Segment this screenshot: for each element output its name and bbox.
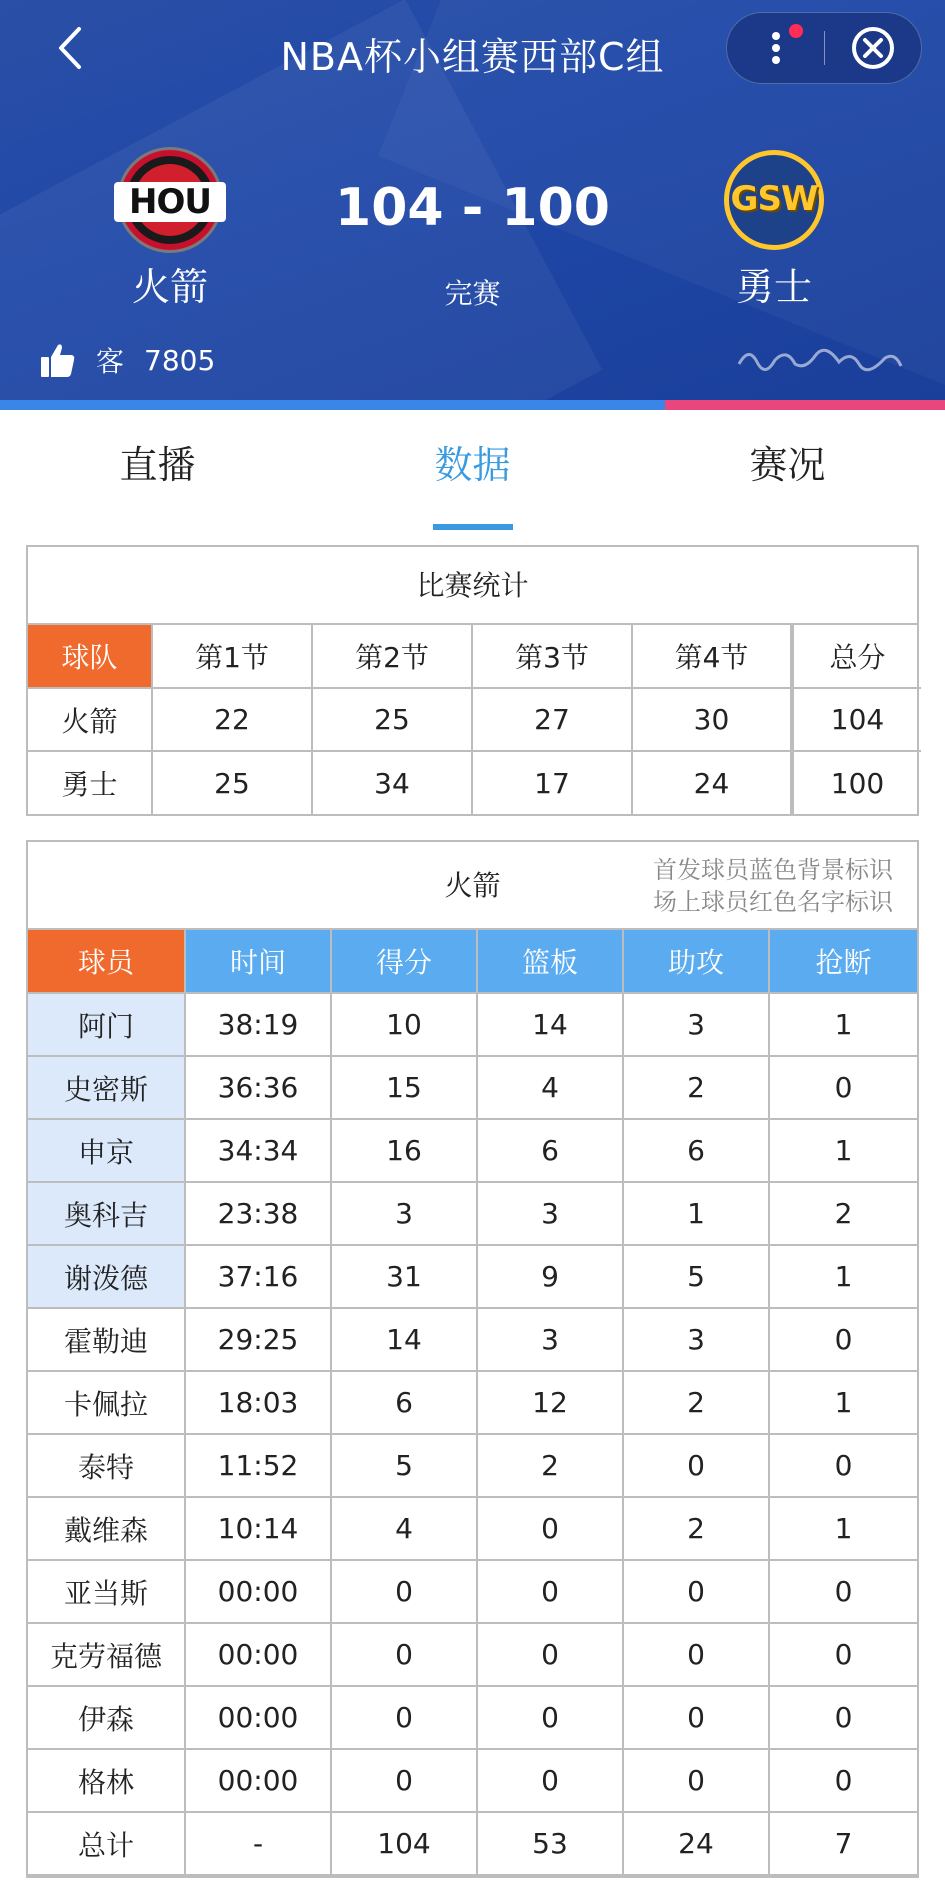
stat-cell: 00:00 xyxy=(185,1749,331,1812)
stat-cell: 0 xyxy=(331,1749,477,1812)
stat-cell: 2 xyxy=(623,1056,769,1119)
table-row xyxy=(28,1182,917,1245)
total-cell: 104 xyxy=(792,688,921,751)
player-name-cell[interactable]: 亚当斯 xyxy=(28,1560,185,1623)
stat-cell: 0 xyxy=(769,1749,917,1812)
stat-cell: 5 xyxy=(331,1434,477,1497)
player-name-cell[interactable]: 卡佩拉 xyxy=(28,1371,185,1434)
player-name-cell[interactable]: 阿门 xyxy=(28,993,185,1056)
tab-stats[interactable] xyxy=(315,410,630,530)
player-name-cell[interactable]: 戴维森 xyxy=(28,1497,185,1560)
stat-cell: 1 xyxy=(769,1497,917,1560)
stat-cell: 14 xyxy=(331,1308,477,1371)
stat-cell: 3 xyxy=(623,1308,769,1371)
final-score: 104 - 100 xyxy=(335,178,610,238)
stat-cell: 2 xyxy=(623,1371,769,1434)
stat-cell: 3 xyxy=(331,1182,477,1245)
stat-cell: 0 xyxy=(623,1560,769,1623)
stat-cell: 00:00 xyxy=(185,1623,331,1686)
tab-stats-label: 数据 xyxy=(434,443,511,487)
table-row xyxy=(28,993,917,1056)
stat-cell: 3 xyxy=(477,1182,623,1245)
stat-cell: 4 xyxy=(331,1497,477,1560)
stat-cell: 0 xyxy=(477,1560,623,1623)
stat-cell: 4 xyxy=(477,1056,623,1119)
column-header: 第4节 xyxy=(632,625,792,688)
stat-cell: 10:14 xyxy=(185,1497,331,1560)
stat-cell: 0 xyxy=(477,1623,623,1686)
stat-cell: 0 xyxy=(477,1749,623,1812)
stat-cell: 7 xyxy=(769,1812,917,1875)
more-button[interactable] xyxy=(727,12,824,84)
stat-cell: 0 xyxy=(623,1749,769,1812)
player-name-cell[interactable]: 谢泼德 xyxy=(28,1245,185,1308)
header-accent-bar xyxy=(0,400,945,410)
stat-cell: 1 xyxy=(769,1245,917,1308)
stat-cell: 0 xyxy=(769,1434,917,1497)
player-stats-header xyxy=(28,842,917,930)
player-name-cell[interactable]: 奥科吉 xyxy=(28,1182,185,1245)
warriors-logo xyxy=(724,150,824,250)
stat-cell: 24 xyxy=(623,1812,769,1875)
game-header xyxy=(0,0,945,410)
table-cell: 34 xyxy=(312,751,472,814)
stat-cell: 38:19 xyxy=(185,993,331,1056)
likes-label: 客 xyxy=(96,345,125,378)
table-row xyxy=(28,1749,917,1812)
column-header: 球队 xyxy=(28,625,152,688)
stat-cell: 0 xyxy=(623,1686,769,1749)
away-team-name: 勇士 xyxy=(735,265,812,309)
team-cell: 勇士 xyxy=(28,751,152,814)
legend-starters: 首发球员蓝色背景标识 xyxy=(653,856,893,884)
stat-cell: 0 xyxy=(477,1686,623,1749)
tab-bar xyxy=(0,410,945,530)
total-cell: 100 xyxy=(792,751,921,814)
active-tab-indicator xyxy=(433,524,513,530)
table-row xyxy=(28,1245,917,1308)
column-header: 时间 xyxy=(185,930,331,993)
stat-cell: 0 xyxy=(769,1560,917,1623)
stat-cell: 1 xyxy=(769,993,917,1056)
stat-cell: 2 xyxy=(477,1434,623,1497)
column-header: 得分 xyxy=(331,930,477,993)
table-cell: 24 xyxy=(632,751,792,814)
table-row xyxy=(28,1056,917,1119)
stat-cell: 0 xyxy=(769,1308,917,1371)
stat-cell: 1 xyxy=(769,1371,917,1434)
stat-cell: 12 xyxy=(477,1371,623,1434)
player-stats-table xyxy=(28,930,917,1876)
table-row xyxy=(28,1623,917,1686)
stat-cell: 16 xyxy=(331,1119,477,1182)
table-row xyxy=(28,1308,917,1371)
player-rows xyxy=(28,993,917,1875)
tab-recap[interactable] xyxy=(630,410,945,530)
stat-cell: 23:38 xyxy=(185,1182,331,1245)
stat-cell: 10 xyxy=(331,993,477,1056)
stat-cell: 6 xyxy=(623,1119,769,1182)
stat-cell: 104 xyxy=(331,1812,477,1875)
table-header-row xyxy=(28,625,921,688)
table-row xyxy=(28,1434,917,1497)
table-row xyxy=(28,751,921,814)
stat-cell: 1 xyxy=(623,1182,769,1245)
close-circle-icon xyxy=(850,25,896,71)
stat-cell: 3 xyxy=(477,1308,623,1371)
game-status: 完赛 xyxy=(444,277,501,310)
player-name-cell: 总计 xyxy=(28,1812,185,1875)
player-name-cell[interactable]: 霍勒迪 xyxy=(28,1308,185,1371)
watermark-scribble xyxy=(735,340,905,376)
table-header-row xyxy=(28,930,917,993)
tab-live[interactable] xyxy=(0,410,315,530)
team-cell: 火箭 xyxy=(28,688,152,751)
quarter-scores-table xyxy=(28,625,921,814)
stat-cell: 15 xyxy=(331,1056,477,1119)
stat-cell: 11:52 xyxy=(185,1434,331,1497)
table-row xyxy=(28,1371,917,1434)
stat-cell: 29:25 xyxy=(185,1308,331,1371)
like-button[interactable] xyxy=(40,340,215,380)
stat-cell: 0 xyxy=(331,1623,477,1686)
legend-on-court: 场上球员红色名字标识 xyxy=(653,888,893,916)
stat-cell: 6 xyxy=(477,1119,623,1182)
home-team-name: 火箭 xyxy=(131,265,208,309)
page-title: NBA杯小组赛西部C组 xyxy=(280,35,665,79)
away-team[interactable] xyxy=(674,150,874,311)
column-header: 篮板 xyxy=(477,930,623,993)
table-cell: 30 xyxy=(632,688,792,751)
stat-cell: 2 xyxy=(623,1497,769,1560)
game-stats-title: 比赛统计 xyxy=(28,547,917,625)
stat-cell: 1 xyxy=(769,1119,917,1182)
stat-cell: 9 xyxy=(477,1245,623,1308)
stat-cell: 3 xyxy=(623,993,769,1056)
column-header: 抢断 xyxy=(769,930,917,993)
table-cell: 17 xyxy=(472,751,632,814)
player-name-cell[interactable]: 泰特 xyxy=(28,1434,185,1497)
away-team-abbr: GSW xyxy=(730,179,818,219)
stat-cell: 0 xyxy=(623,1623,769,1686)
stat-cell: 36:36 xyxy=(185,1056,331,1119)
player-name-cell[interactable]: 史密斯 xyxy=(28,1056,185,1119)
mini-program-capsule xyxy=(726,12,922,84)
tab-live-label: 直播 xyxy=(119,443,196,487)
thumbs-up-icon xyxy=(40,342,76,378)
stat-cell: 5 xyxy=(623,1245,769,1308)
stat-cell: 6 xyxy=(331,1371,477,1434)
column-header: 总分 xyxy=(792,625,921,688)
notification-dot xyxy=(789,24,803,38)
player-name-cell[interactable]: 格林 xyxy=(28,1749,185,1812)
stat-cell: 0 xyxy=(477,1497,623,1560)
column-header: 第1节 xyxy=(152,625,312,688)
player-name-cell[interactable]: 伊森 xyxy=(28,1686,185,1749)
column-header: 助攻 xyxy=(623,930,769,993)
player-stats-panel xyxy=(26,840,919,1878)
more-vertical-icon xyxy=(771,28,781,68)
stat-cell: 31 xyxy=(331,1245,477,1308)
stat-cell: 00:00 xyxy=(185,1560,331,1623)
game-stats-panel xyxy=(26,545,919,816)
color-legend xyxy=(653,854,893,918)
close-button[interactable] xyxy=(825,12,921,84)
player-stats-team-name: 火箭 xyxy=(444,869,501,902)
table-cell: 27 xyxy=(472,688,632,751)
stat-cell: 0 xyxy=(769,1686,917,1749)
likes-count: 7805 xyxy=(144,343,216,377)
table-row xyxy=(28,1119,917,1182)
table-row xyxy=(28,1497,917,1560)
stat-cell: 0 xyxy=(331,1560,477,1623)
table-cell: 25 xyxy=(312,688,472,751)
column-header: 球员 xyxy=(28,930,185,993)
stat-cell: 2 xyxy=(769,1182,917,1245)
column-header: 第3节 xyxy=(472,625,632,688)
home-team-abbr: HOU xyxy=(114,182,226,222)
player-name-cell[interactable]: 申京 xyxy=(28,1119,185,1182)
table-row xyxy=(28,1560,917,1623)
player-name-cell[interactable]: 克劳福德 xyxy=(28,1623,185,1686)
stat-cell: 00:00 xyxy=(185,1686,331,1749)
stat-cell: 0 xyxy=(769,1056,917,1119)
stat-cell: 14 xyxy=(477,993,623,1056)
stat-cell: 0 xyxy=(331,1686,477,1749)
stat-cell: - xyxy=(185,1812,331,1875)
stat-cell: 37:16 xyxy=(185,1245,331,1308)
totals-row xyxy=(28,1812,917,1875)
tab-recap-label: 赛况 xyxy=(749,443,826,487)
table-cell: 25 xyxy=(152,751,312,814)
stat-cell: 0 xyxy=(769,1623,917,1686)
stat-cell: 53 xyxy=(477,1812,623,1875)
table-cell: 22 xyxy=(152,688,312,751)
stat-cell: 0 xyxy=(623,1434,769,1497)
table-row xyxy=(28,1686,917,1749)
table-row xyxy=(28,688,921,751)
stat-cell: 18:03 xyxy=(185,1371,331,1434)
column-header: 第2节 xyxy=(312,625,472,688)
accent-pink-segment xyxy=(665,400,945,410)
stat-cell: 34:34 xyxy=(185,1119,331,1182)
